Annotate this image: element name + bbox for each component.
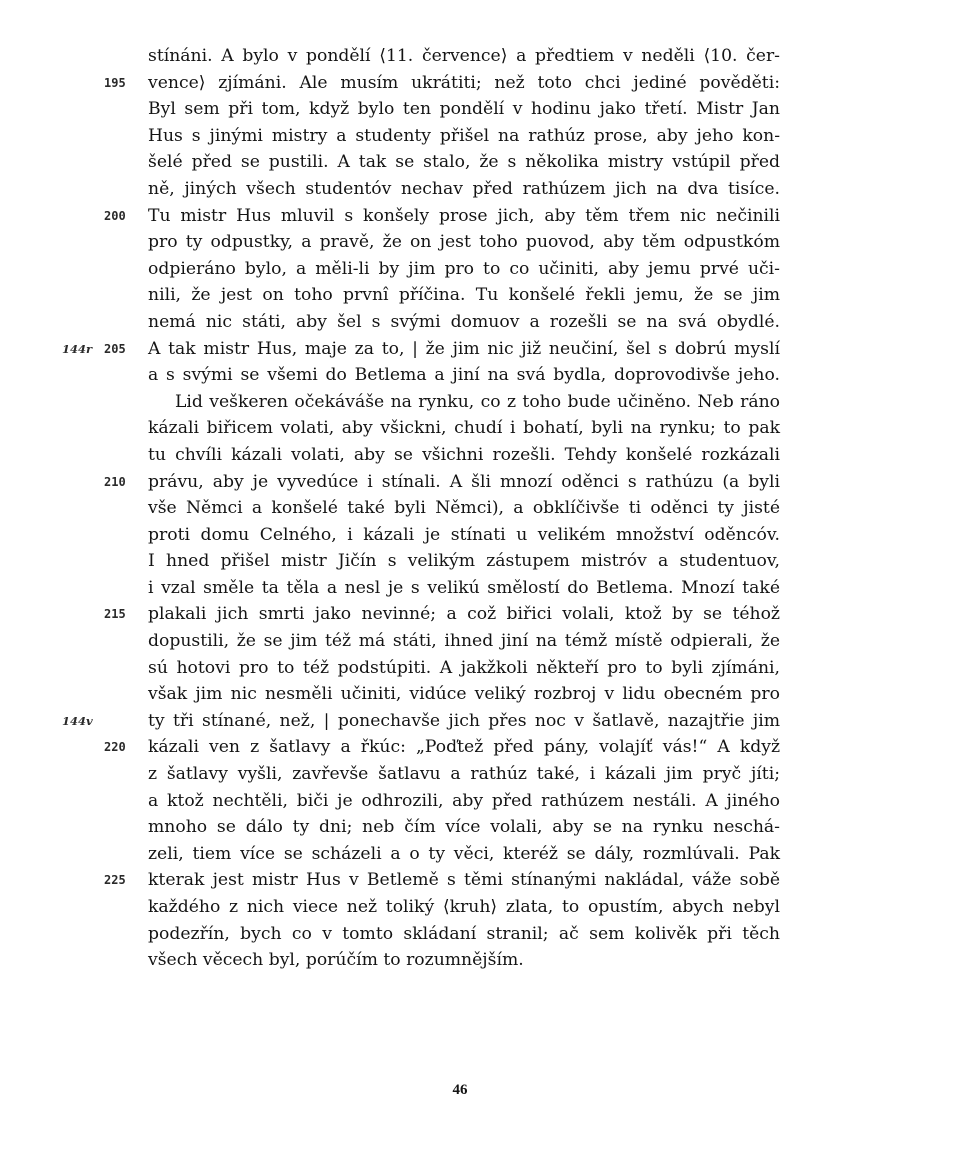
text-line xyxy=(0,282,960,309)
line-number: 215 xyxy=(104,607,126,622)
line-text: I hned přišel mistr Jičín s velikým zástupem mistróv a studentuov, xyxy=(148,551,780,572)
line-text: dopustili, že se jim též má státi, ihned jiní na témž místě odpierali, že xyxy=(148,631,780,652)
line-number: 205 xyxy=(104,341,126,356)
line-text: právu, aby je vyvedúce i stínali. A šli mnozí oděnci s rathúzu (a byli xyxy=(148,471,780,492)
line-text: stínáni. A bylo v pondělí ⟨11. července⟩ a předtiem v neděli ⟨10. čer- xyxy=(148,46,780,66)
line-text: zeli, tiem více se scházeli a o ty věci, kteréž se dály, rozmlúvali. Pak xyxy=(148,843,780,864)
line-text: i vzal směle ta těla a nesl je s velikú smělostí do Betlema. Mnozí také xyxy=(148,577,780,598)
line-number: 210 xyxy=(104,474,126,489)
line-text: vence⟩ zjímáni. Ale musím ukrátiti; než toto chci jediné pověděti: xyxy=(148,72,780,93)
text-line xyxy=(0,894,960,921)
line-text: kázali biřicem volati, aby všickni, chudí i bohatí, byli na rynku; to pak xyxy=(148,418,780,439)
text-line xyxy=(0,123,960,150)
line-text: podezřín, bych co v tomto skládaní stranil; ač sem kolivěk při těch xyxy=(148,923,780,944)
line-text: z šatlavy vyšli, zavřevše šatlavu a rathúz také, i kázali jim pryč jíti; xyxy=(148,764,780,785)
line-text: Hus s jinými mistry a studenty přišel na rathúz prose, aby jeho kon- xyxy=(148,125,780,146)
line-number: 200 xyxy=(104,208,126,223)
line-text: plakali jich smrti jako nevinné; a což biřici volali, ktož by se téhož xyxy=(148,604,780,625)
line-text: však jim nic nesměli učiniti, vidúce veliký rozbroj v lidu obecném pro xyxy=(148,684,780,705)
text-line xyxy=(0,389,960,416)
text-line xyxy=(0,628,960,655)
folio-marker: 144v xyxy=(62,713,93,728)
line-text: ty tři stínané, než, | ponechavše jich přes noc v šatlavě, nazajtřie jim xyxy=(148,710,780,731)
line-text: a s svými se všemi do Betlema a jiní na svá bydla, doprovodivše jeho. xyxy=(148,365,780,386)
line-text: A tak mistr Hus, maje za to, | že jim nic již neučiní, šel s dobrú myslí xyxy=(148,338,780,359)
text-line xyxy=(0,841,960,868)
line-text: šelé před se pustili. A tak se stalo, že s několika mistry vstúpil před xyxy=(148,152,780,173)
folio-marker: 144r xyxy=(62,341,93,356)
body-text xyxy=(0,43,960,974)
line-text: všech věcech byl, porúčím to rozumnějším. xyxy=(148,950,524,971)
line-number: 220 xyxy=(104,740,126,755)
line-text: pro ty odpustky, a pravě, že on jest toho puovod, aby těm odpustkóm xyxy=(148,232,780,253)
text-line xyxy=(0,921,960,948)
line-text: kterak jest mistr Hus v Betlemě s těmi stínanými nakládal, váže sobě xyxy=(148,870,780,891)
text-line xyxy=(0,336,960,363)
text-line xyxy=(0,309,960,336)
line-text: nili, že jest on toho prvnî příčina. Tu konšelé řekli jemu, že se jim xyxy=(148,285,780,306)
text-line xyxy=(0,601,960,628)
text-line xyxy=(0,681,960,708)
line-number: 195 xyxy=(104,75,126,90)
line-text: tu chvíli kázali volati, aby se všichni rozešli. Tehdy konšelé rozkázali xyxy=(148,444,780,465)
text-line xyxy=(0,655,960,682)
text-line xyxy=(0,70,960,97)
line-text: odpieráno bylo, a měli-li by jim pro to co učiniti, aby jemu prvé uči- xyxy=(148,258,780,279)
text-line xyxy=(0,734,960,761)
text-line xyxy=(0,761,960,788)
text-line xyxy=(0,96,960,123)
text-line xyxy=(0,176,960,203)
text-line xyxy=(0,229,960,256)
text-line xyxy=(0,708,960,735)
text-line xyxy=(0,415,960,442)
line-text: Byl sem při tom, když bylo ten pondělí v hodinu jako třetí. Mistr Jan xyxy=(148,99,780,120)
text-line xyxy=(0,548,960,575)
line-number: 225 xyxy=(104,873,126,888)
line-text: sú hotovi pro to též podstúpiti. A jakžkoli někteří pro to byli zjímáni, xyxy=(148,657,780,678)
text-line xyxy=(0,867,960,894)
text-line xyxy=(0,442,960,469)
line-text: vše Němci a konšelé také byli Němci), a obklíčivše ti oděnci ty jisté xyxy=(148,498,780,519)
text-line xyxy=(0,362,960,389)
text-line xyxy=(0,203,960,230)
text-line xyxy=(0,814,960,841)
line-text: Tu mistr Hus mluvil s konšely prose jich, aby těm třem nic nečinili xyxy=(148,205,780,226)
line-text: a ktož nechtěli, biči je odhrozili, aby před rathúzem nestáli. A jiného xyxy=(148,790,780,811)
page-number: 46 xyxy=(452,1082,468,1098)
text-line xyxy=(0,149,960,176)
text-line xyxy=(0,947,960,974)
line-text: každého z nich viece než toliký ⟨kruh⟩ zlata, to opustím, abych nebyl xyxy=(148,897,780,917)
text-line xyxy=(0,575,960,602)
line-text: kázali ven z šatlavy a řkúc: „Poďtež před pány, volajíť vás!“ A když xyxy=(148,737,780,758)
text-line xyxy=(0,788,960,815)
line-text: proti domu Celného, i kázali je stínati u velikém množství oděncóv. xyxy=(148,524,780,545)
line-text: ně, jiných všech studentóv nechav před rathúzem jich na dva tisíce. xyxy=(148,178,780,199)
line-text: nemá nic státi, aby šel s svými domuov a rozešli se na svá obydlé. xyxy=(148,311,780,332)
text-line xyxy=(0,43,960,70)
text-line xyxy=(0,469,960,496)
text-line xyxy=(0,256,960,283)
line-text: Lid veškeren očekáváše na rynku, co z toho bude učiněno. Neb ráno xyxy=(175,391,780,412)
line-text: mnoho se dálo ty dni; neb čím více volali, aby se na rynku neschá- xyxy=(148,817,780,838)
text-line xyxy=(0,495,960,522)
text-line xyxy=(0,522,960,549)
